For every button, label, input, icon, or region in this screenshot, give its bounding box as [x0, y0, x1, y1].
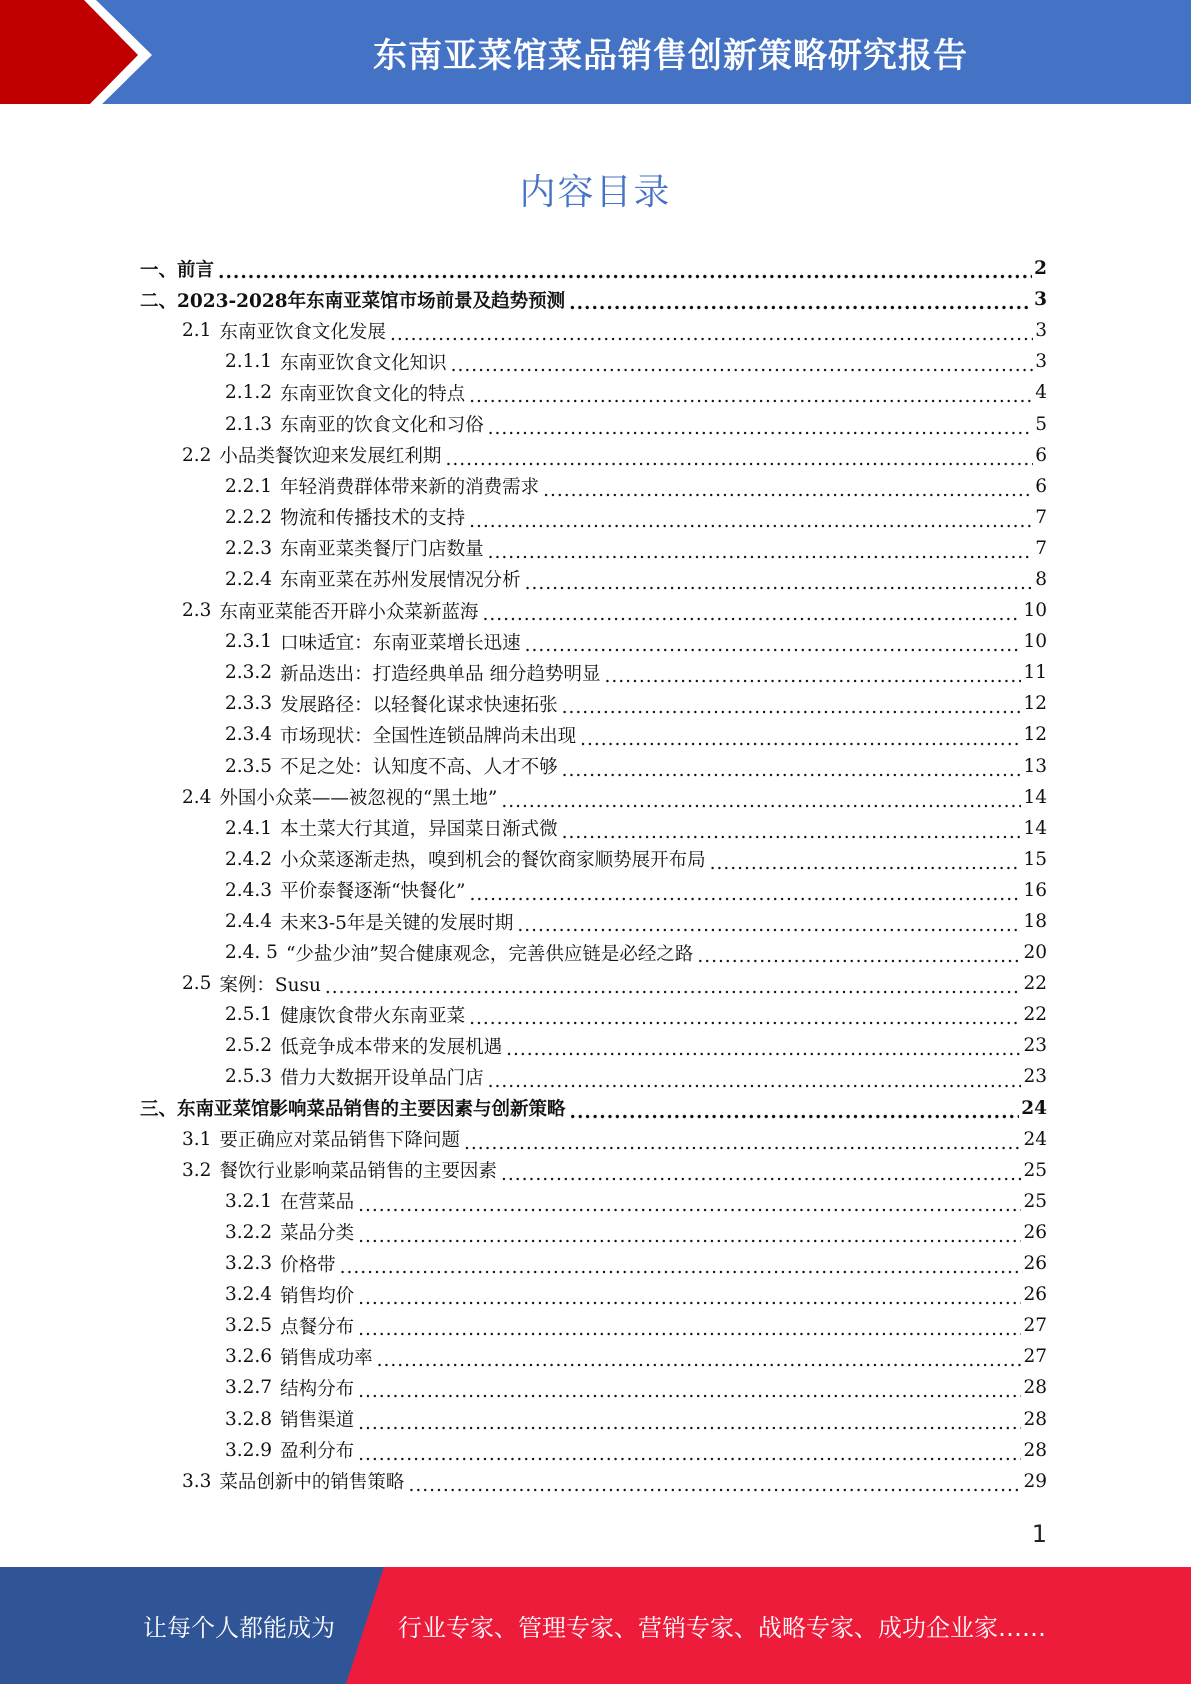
toc-entry-number: 2.2.3 — [225, 537, 273, 559]
toc-entry-label: 点餐分布 — [280, 1316, 355, 1338]
toc-entry-label: 结构分布 — [280, 1378, 355, 1400]
toc-entry[interactable] — [140, 1155, 1047, 1186]
toc-dot-leader — [525, 635, 1022, 657]
toc-entry-page: 6 — [1035, 475, 1047, 497]
toc-entry[interactable] — [140, 595, 1047, 626]
toc-entry-label: 菜品分类 — [280, 1223, 355, 1245]
footer-slogan-right: 行业专家、管理专家、营销专家、战略专家、成功企业家…… — [398, 1614, 1046, 1642]
toc-entry-page: 3 — [1035, 320, 1047, 342]
footer-slogan-left: 让每个人都能成为 — [143, 1614, 335, 1642]
toc-entry[interactable] — [140, 408, 1047, 439]
toc-entry-number: 3.2.6 — [225, 1346, 273, 1368]
toc-entry[interactable] — [140, 657, 1047, 688]
toc-dot-leader — [710, 853, 1022, 875]
toc-entry-label: 平价泰餐逐渐“快餐化” — [280, 881, 466, 903]
toc-dot-leader — [358, 1319, 1021, 1341]
toc-entry-page: 26 — [1023, 1221, 1047, 1243]
toc-entry[interactable] — [140, 1217, 1047, 1248]
toc-dot-leader — [501, 1164, 1022, 1186]
toc-entry-number: 2.1.3 — [225, 413, 273, 435]
toc-entry-number: 2.5.1 — [225, 1004, 273, 1026]
toc-entry[interactable] — [140, 471, 1047, 502]
toc-entry-number: 2.1 — [182, 320, 212, 342]
toc-dot-leader — [604, 666, 1021, 688]
toc-entry-page: 22 — [1023, 973, 1047, 995]
toc-entry-label: 年轻消费群体带来新的消费需求 — [280, 477, 540, 499]
toc-entry-page: 7 — [1035, 506, 1047, 528]
toc-entry[interactable] — [140, 1435, 1047, 1466]
toc-dot-leader — [377, 1350, 1022, 1372]
toc-entry-number: 3.2.4 — [225, 1284, 273, 1306]
toc-entry-number: 3.2.7 — [225, 1377, 273, 1399]
toc-dot-leader — [445, 449, 1033, 471]
toc-dot-leader — [469, 386, 1033, 408]
toc-entry-label: 销售均价 — [280, 1285, 355, 1307]
toc-entry-label: 市场现状：全国性连锁品牌尚未出现 — [280, 725, 577, 747]
toc-entry-page: 28 — [1023, 1377, 1047, 1399]
toc-entry-number: 2.2.4 — [225, 568, 273, 590]
toc-dot-leader — [517, 915, 1021, 937]
toc-dot-leader — [580, 729, 1021, 751]
toc-entry-label: 东南亚饮食文化知识 — [280, 352, 447, 374]
toc-dot-leader — [464, 1133, 1022, 1155]
toc-entry-label: 东南亚的饮食文化和习俗 — [280, 415, 484, 437]
toc-entry-page: 11 — [1023, 662, 1047, 684]
toc-dot-leader — [358, 1444, 1021, 1466]
toc-entry-label: 不足之处：认知度不高、人才不够 — [280, 757, 558, 779]
toc-entry[interactable] — [140, 782, 1047, 813]
toc-entry-number: 3.1 — [182, 1128, 212, 1150]
toc-entry-page: 14 — [1023, 786, 1047, 808]
toc-dot-leader — [506, 1039, 1021, 1061]
toc-entry-number: 3.2.5 — [225, 1315, 273, 1337]
toc-entry-number: 3.2.1 — [225, 1190, 273, 1212]
toc-entry-number: 2.3.5 — [225, 755, 273, 777]
toc-entry[interactable] — [140, 937, 1047, 968]
toc-entry-number: 2.4.4 — [225, 911, 273, 933]
toc-entry-page: 2 — [1034, 258, 1047, 280]
toc-dot-leader — [525, 573, 1034, 595]
toc-entry-page: 7 — [1035, 537, 1047, 559]
toc-entry[interactable] — [140, 440, 1047, 471]
toc-dot-leader — [340, 1257, 1022, 1279]
report-title: 东南亚菜馆菜品销售创新策略研究报告 — [373, 35, 968, 76]
toc-entry-page: 12 — [1023, 693, 1047, 715]
toc-dot-leader — [470, 884, 1022, 906]
toc-entry-number: 2.1.1 — [225, 351, 273, 373]
toc-entry[interactable] — [140, 906, 1047, 937]
toc-entry-label: 案例：Susu — [219, 974, 321, 996]
toc-entry-label: 盈利分布 — [280, 1441, 355, 1463]
toc-entry-page: 6 — [1035, 444, 1047, 466]
toc-entry[interactable] — [140, 1248, 1047, 1279]
toc-entry-page: 27 — [1023, 1346, 1047, 1368]
toc-entry-label: 东南亚菜能否开辟小众菜新蓝海 — [219, 601, 479, 623]
toc-entry-page: 8 — [1035, 568, 1047, 590]
toc-entry-page: 28 — [1023, 1439, 1047, 1461]
toc-entry-page: 25 — [1023, 1159, 1047, 1181]
toc-entry-number: 2.3.3 — [225, 693, 273, 715]
toc-entry-number: 3.2 — [182, 1159, 212, 1181]
toc-dot-leader — [469, 1008, 1021, 1030]
toc-entry-page: 10 — [1023, 600, 1047, 622]
toc-entry[interactable] — [140, 626, 1047, 657]
toc-entry-page: 5 — [1035, 413, 1047, 435]
toc-entry-number: 2.3.1 — [225, 631, 273, 653]
toc-dot-leader — [569, 293, 1032, 315]
toc-entry-page: 15 — [1023, 848, 1047, 870]
toc-entry[interactable] — [140, 377, 1047, 408]
toc-entry-page: 29 — [1023, 1470, 1047, 1492]
toc-entry-page: 22 — [1023, 1004, 1047, 1026]
toc-entry-page: 26 — [1023, 1253, 1047, 1275]
toc-dot-leader — [488, 542, 1034, 564]
toc-entry-number: 2.3 — [182, 600, 212, 622]
toc-entry-label: “少盐少油”契合健康观念，完善供应链是必经之路 — [285, 943, 694, 965]
toc-entry-page: 3 — [1034, 289, 1047, 311]
toc-entry-number: 3.2.2 — [225, 1221, 273, 1243]
toc-dot-leader — [488, 418, 1034, 440]
toc-entry[interactable] — [140, 1372, 1047, 1403]
toc-dot-leader — [358, 1413, 1021, 1435]
toc-dot-leader — [697, 946, 1021, 968]
toc-dot-leader — [562, 760, 1022, 782]
toc-entry-label: 未来3-5年是关键的发展时期 — [280, 912, 514, 934]
toc-entry[interactable] — [140, 1403, 1047, 1434]
toc-entry-label: 东南亚饮食文化的特点 — [280, 383, 466, 405]
toc-dot-leader — [408, 1475, 1021, 1497]
toc-entry[interactable] — [140, 688, 1047, 719]
toc-entry-page: 27 — [1023, 1315, 1047, 1337]
toc-entry-number: 2.1.2 — [225, 382, 273, 404]
toc-dot-leader — [570, 1102, 1020, 1124]
toc-entry-number: 2.4. 5 — [225, 942, 278, 964]
toc-entry-page: 20 — [1023, 942, 1047, 964]
toc-entry[interactable] — [140, 1030, 1047, 1061]
toc-entry-page: 10 — [1023, 631, 1047, 653]
table-of-contents — [140, 253, 1047, 1497]
toc-entry-label: 本土菜大行其道，异国菜日渐式微 — [280, 819, 558, 841]
toc-entry[interactable] — [140, 533, 1047, 564]
toc-entry[interactable] — [140, 1061, 1047, 1092]
toc-entry-number: 2.4.3 — [225, 879, 273, 901]
toc-entry[interactable] — [140, 1186, 1047, 1217]
toc-entry-label: 借力大数据开设单品门店 — [280, 1067, 484, 1089]
toc-entry-page: 4 — [1035, 382, 1047, 404]
toc-entry-label: 销售渠道 — [280, 1410, 355, 1432]
toc-entry-label: 小众菜逐渐走热，嗅到机会的餐饮商家顺势展开布局 — [280, 850, 706, 872]
toc-entry[interactable] — [140, 875, 1047, 906]
toc-entry-label: 一、前言 — [140, 259, 215, 281]
toc-dot-leader — [469, 511, 1033, 533]
toc-entry-number: 3.2.9 — [225, 1439, 273, 1461]
toc-entry[interactable] — [140, 1341, 1047, 1372]
toc-dot-leader — [562, 697, 1022, 719]
toc-dot-leader — [358, 1381, 1021, 1403]
toc-heading: 内容目录 — [519, 172, 672, 213]
toc-entry-page: 13 — [1023, 755, 1047, 777]
toc-entry[interactable] — [140, 968, 1047, 999]
toc-entry-label: 外国小众菜——被忽视的“黑土地” — [219, 788, 498, 810]
toc-dot-leader — [482, 604, 1021, 626]
page-header — [0, 0, 1191, 110]
toc-dot-leader — [451, 355, 1034, 377]
toc-dot-leader — [325, 977, 1022, 999]
toc-entry[interactable] — [140, 284, 1047, 315]
toc-entry-number: 2.2.2 — [225, 506, 273, 528]
toc-entry[interactable] — [140, 253, 1047, 284]
toc-entry-label: 销售成功率 — [280, 1347, 373, 1369]
toc-entry-label: 健康饮食带火东南亚菜 — [280, 1005, 466, 1027]
toc-entry-page: 26 — [1023, 1284, 1047, 1306]
toc-entry-label: 东南亚菜在苏州发展情况分析 — [280, 570, 521, 592]
toc-entry[interactable] — [140, 1093, 1047, 1124]
toc-entry-page: 24 — [1023, 1128, 1047, 1150]
toc-entry-number: 3.2.8 — [225, 1408, 273, 1430]
toc-entry-label: 二、2023-2028年东南亚菜馆市场前景及趋势预测 — [140, 290, 566, 312]
toc-entry[interactable] — [140, 346, 1047, 377]
toc-entry-number: 2.4.2 — [225, 848, 273, 870]
page-number: 1 — [1031, 1520, 1047, 1548]
toc-entry-label: 东南亚菜类餐厅门店数量 — [280, 539, 484, 561]
toc-dot-leader — [562, 822, 1022, 844]
toc-entry-number: 2.3.4 — [225, 724, 273, 746]
toc-dot-leader — [358, 1226, 1021, 1248]
toc-entry[interactable] — [140, 844, 1047, 875]
toc-entry-label: 东南亚饮食文化发展 — [219, 321, 386, 343]
toc-entry-label: 餐饮行业影响菜品销售的主要因素 — [219, 1161, 497, 1183]
toc-entry-label: 低竞争成本带来的发展机遇 — [280, 1036, 503, 1058]
toc-entry-number: 2.5.2 — [225, 1035, 273, 1057]
page-footer — [0, 1567, 1191, 1684]
toc-dot-leader — [488, 1071, 1022, 1093]
toc-entry-label: 三、东南亚菜馆影响菜品销售的主要因素与创新策略 — [140, 1099, 566, 1121]
toc-entry-page: 12 — [1023, 724, 1047, 746]
toc-entry[interactable] — [140, 999, 1047, 1030]
toc-entry[interactable] — [140, 751, 1047, 782]
toc-entry-page: 14 — [1023, 817, 1047, 839]
toc-entry-number: 2.5 — [182, 973, 212, 995]
toc-dot-leader — [218, 262, 1032, 284]
toc-entry[interactable] — [140, 813, 1047, 844]
toc-entry-number: 2.4.1 — [225, 817, 273, 839]
toc-dot-leader — [358, 1195, 1021, 1217]
toc-entry-page: 25 — [1023, 1190, 1047, 1212]
toc-entry-label: 小品类餐饮迎来发展红利期 — [219, 446, 442, 468]
toc-entry-number: 2.5.3 — [225, 1066, 273, 1088]
toc-entry-page: 28 — [1023, 1408, 1047, 1430]
toc-entry-label: 菜品创新中的销售策略 — [219, 1472, 405, 1494]
toc-entry-page: 18 — [1023, 911, 1047, 933]
toc-entry-label: 要正确应对菜品销售下降问题 — [219, 1130, 460, 1152]
toc-entry-page: 24 — [1021, 1097, 1047, 1119]
toc-entry-page: 16 — [1023, 879, 1047, 901]
toc-entry[interactable] — [140, 564, 1047, 595]
toc-dot-leader — [358, 1288, 1021, 1310]
toc-entry[interactable] — [140, 502, 1047, 533]
toc-entry[interactable] — [140, 1466, 1047, 1497]
toc-entry[interactable] — [140, 1124, 1047, 1155]
toc-entry-number: 3.2.3 — [225, 1253, 273, 1275]
toc-entry[interactable] — [140, 1310, 1047, 1341]
toc-entry-number: 3.3 — [182, 1470, 212, 1492]
toc-entry-number: 2.4 — [182, 786, 212, 808]
toc-entry-page: 23 — [1023, 1035, 1047, 1057]
toc-entry[interactable] — [140, 1279, 1047, 1310]
toc-entry-label: 价格带 — [280, 1254, 336, 1276]
toc-dot-leader — [501, 791, 1021, 813]
toc-entry-number: 2.2.1 — [225, 475, 273, 497]
toc-dot-leader — [543, 480, 1033, 502]
toc-entry-label: 物流和传播技术的支持 — [280, 508, 466, 530]
toc-entry-number: 2.2 — [182, 444, 212, 466]
toc-dot-leader — [390, 324, 1033, 346]
toc-entry-label: 在营菜品 — [280, 1192, 355, 1214]
toc-entry-label: 口味适宜：东南亚菜增长迅速 — [280, 632, 521, 654]
toc-entry-label: 新品迭出：打造经典单品 细分趋势明显 — [280, 663, 601, 685]
toc-entry-number: 2.3.2 — [225, 662, 273, 684]
toc-entry[interactable] — [140, 719, 1047, 750]
toc-entry-page: 3 — [1035, 351, 1047, 373]
toc-entry-label: 发展路径：以轻餐化谋求快速拓张 — [280, 694, 558, 716]
toc-entry-page: 23 — [1023, 1066, 1047, 1088]
toc-entry[interactable] — [140, 315, 1047, 346]
